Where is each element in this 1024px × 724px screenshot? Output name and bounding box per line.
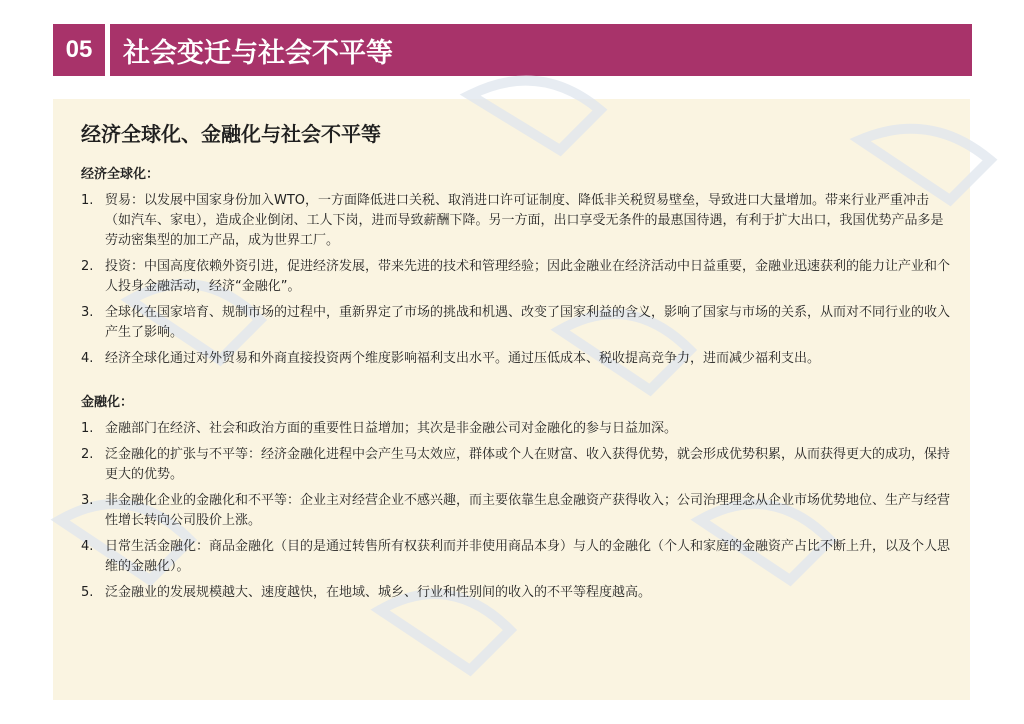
list-text: 经济全球化通过对外贸易和外商直接投资两个维度影响福利支出水平。通过压低成本、税收提高竞争力，进而减少福利支出。 (105, 351, 821, 366)
list-number: 5. (81, 585, 94, 600)
list-number: 4. (81, 539, 94, 554)
list-text: 投资：中国高度依赖外资引进，促进经济发展，带来先进的技术和管理经验；因此金融业在经济活动中日益重要，金融业迅速获利的能力让产业和个人投身金融活动，经济“金融化”。 (105, 259, 951, 294)
content-area (81, 120, 951, 609)
section-title: 社会变迁与社会不平等 (110, 24, 972, 76)
list-number: 3. (81, 493, 94, 508)
list-item (81, 491, 951, 531)
list-number: 1. (81, 193, 94, 208)
list-text: 贸易：以发展中国家身份加入WTO，一方面降低进口关税、取消进口许可证制度、降低非关税贸易壁垒，导致进口大量增加。带来行业严重冲击（如汽车、家电），造成企业倒闭、工人下岗，进而导致薪酬下降。另一方面，出口享受无条件的最惠国待遇，有利于扩大出口，我国优势产品多是劳动密集型的加工产品，成为世界工厂。 (105, 193, 944, 248)
list-item (81, 445, 951, 485)
list-number: 2. (81, 447, 94, 462)
financialization-list (81, 419, 951, 603)
list-item (81, 303, 951, 343)
list-text: 日常生活金融化：商品金融化（目的是通过转售所有权获利而并非使用商品本身）与人的金融化（个人和家庭的金融资产占比不断上升，以及个人思维的金融化）。 (105, 539, 951, 574)
list-text: 非金融化企业的金融化和不平等：企业主对经营企业不感兴趣，而主要依靠生息金融资产获得收入；公司治理理念从企业市场优势地位、生产与经营性增长转向公司股价上涨。 (105, 493, 951, 528)
financialization-heading: 金融化： (81, 395, 134, 410)
globalization-heading: 经济全球化： (81, 167, 160, 182)
globalization-list (81, 191, 951, 369)
list-text: 泛金融业的发展规模越大、速度越快，在地域、城乡、行业和性别间的收入的不平等程度越高。 (105, 585, 652, 600)
list-text: 金融部门在经济、社会和政治方面的重要性日益增加；其次是非金融公司对金融化的参与日益加深。 (105, 421, 678, 436)
list-item (81, 583, 951, 603)
list-text: 泛金融化的扩张与不平等：经济金融化进程中会产生马太效应，群体或个人在财富、收入获得优势，就会形成优势积累，从而获得更大的成功，保持更大的优势。 (105, 447, 951, 482)
section-header (53, 24, 972, 76)
list-text: 全球化在国家培育、规制市场的过程中，重新界定了市场的挑战和机遇、改变了国家利益的含义，影响了国家与市场的关系，从而对不同行业的收入产生了影响。 (105, 305, 951, 340)
list-number: 3. (81, 305, 94, 320)
list-item (81, 191, 951, 251)
list-number: 4. (81, 351, 94, 366)
list-item (81, 257, 951, 297)
list-number: 2. (81, 259, 94, 274)
list-item (81, 537, 951, 577)
main-title: 经济全球化、金融化与社会不平等 (81, 122, 381, 146)
section-number: 05 (53, 24, 105, 76)
list-number: 1. (81, 421, 94, 436)
list-item (81, 419, 951, 439)
list-item (81, 349, 951, 369)
